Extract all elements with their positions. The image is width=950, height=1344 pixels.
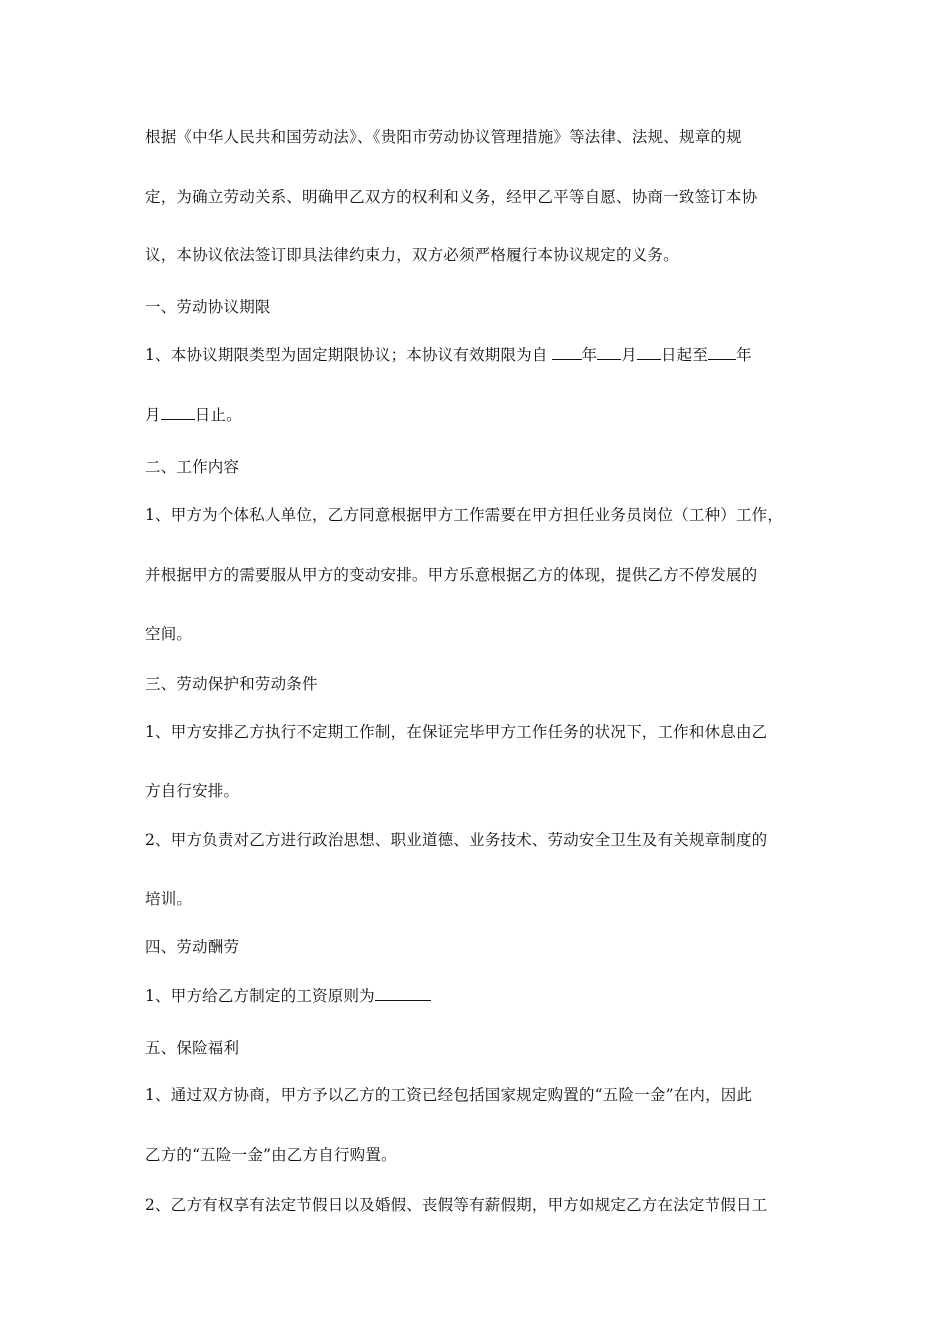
- end-day-blank[interactable]: [161, 405, 195, 420]
- month-label-2: 月: [145, 406, 161, 424]
- pay-clause-line-1: [145, 986, 810, 1006]
- start-year-blank[interactable]: [552, 345, 582, 360]
- term-clause-text: 1、本协议期限类型为固定期限协议；本协议有效期限为自: [145, 346, 548, 364]
- protection-clause-2-line-2: 培训。: [145, 890, 193, 908]
- month-label: 月: [621, 346, 637, 364]
- section-heading-work: 二、工作内容: [145, 458, 240, 476]
- insurance-clause-1-line-1: 1、通过双方协商，甲方予以乙方的工资已经包括国家规定购置的“五险一金”在内，因此: [145, 1086, 753, 1104]
- work-clause-line-1: 1、甲方为个体私人单位，乙方同意根据甲方工作需要在甲方担任业务员岗位（工种）工作，: [145, 506, 784, 524]
- work-clause-line-2: 并根据甲方的需要服从甲方的变动安排。甲方乐意根据乙方的体现，提供乙方不停发展的: [145, 566, 758, 584]
- insurance-clause-1-line-2: 乙方的“五险一金”由乙方自行购置。: [145, 1146, 397, 1164]
- day-start-label: 日起至: [660, 346, 709, 364]
- intro-line-1: 根据《中华人民共和国劳动法》、《贵阳市劳动协议管理措施》等法律、法规、规章的规: [145, 128, 742, 146]
- section-heading-term: 一、劳动协议期限: [145, 298, 271, 316]
- intro-line-3: 议，本协议依法签订即具法律约束力，双方必须严格履行本协议规定的义务。: [145, 246, 679, 264]
- intro-line-2: 定，为确立劳动关系、明确甲乙双方的权利和义务，经甲乙平等自愿、协商一致签订本协: [145, 188, 758, 206]
- end-year-blank[interactable]: [708, 345, 736, 360]
- work-clause-line-3: 空间。: [145, 625, 193, 643]
- section-heading-insurance: 五、保险福利: [145, 1039, 240, 1057]
- year-label: 年: [581, 346, 598, 364]
- section-heading-protection: 三、劳动保护和劳动条件: [145, 675, 318, 693]
- term-clause-line-2: [145, 405, 810, 425]
- protection-clause-1-line-1: 1、甲方安排乙方执行不定期工作制，在保证完毕甲方工作任务的状况下，工作和休息由乙: [145, 723, 768, 741]
- start-month-blank[interactable]: [597, 345, 621, 360]
- wage-principle-blank[interactable]: [375, 986, 431, 1001]
- day-end-label: 日止。: [194, 406, 242, 424]
- pay-clause-text: 1、甲方给乙方制定的工资原则为: [145, 987, 375, 1005]
- section-heading-pay: 四、劳动酬劳: [145, 938, 240, 956]
- start-day-blank[interactable]: [637, 345, 661, 360]
- protection-clause-2-line-1: 2、甲方负责对乙方进行政治思想、职业道德、业务技术、劳动安全卫生及有关规章制度的: [145, 831, 768, 849]
- insurance-clause-2-line-1: 2、乙方有权享有法定节假日以及婚假、丧假等有薪假期，甲方如规定乙方在法定节假日工: [145, 1196, 768, 1214]
- term-clause-line-1: [145, 345, 810, 365]
- protection-clause-1-line-2: 方自行安排。: [145, 782, 240, 800]
- year-label-2: 年: [736, 346, 752, 364]
